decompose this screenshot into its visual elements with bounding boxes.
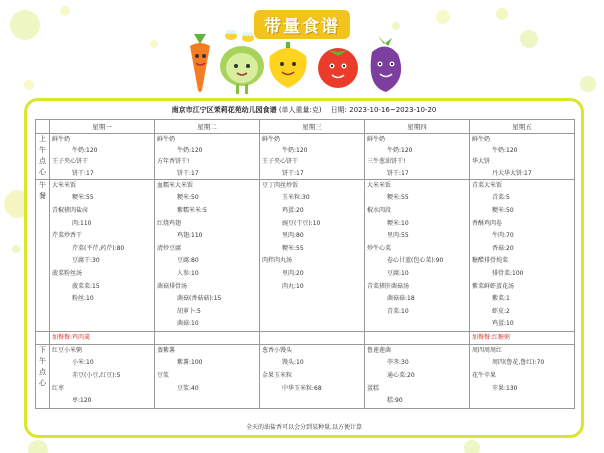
ingredient-line: 荸荠:30 (387, 359, 409, 367)
ingredient-line: 菌菇:10 (177, 320, 199, 328)
ingredient-line: 里肉:80 (282, 232, 304, 240)
dish-name: 豆丁肉丝炒饭 (262, 181, 299, 189)
menu-cell (50, 134, 155, 180)
menu-heading (27, 105, 581, 115)
ingredient-line: 粳米:55 (72, 194, 94, 202)
dish-name: 红豆小米粥 (52, 346, 83, 354)
ingredient-line: 里肉:20 (282, 269, 304, 277)
ingredient-line: 虾皮:2 (492, 307, 510, 315)
school-name: 南京市江宁区茉莉花苑幼儿园食谱 (171, 106, 277, 114)
day-header-row (36, 120, 575, 134)
section-label-char: 点 (39, 157, 46, 165)
ingredient-line: 粳米:55 (387, 194, 409, 202)
day-header: 星期四 (365, 120, 470, 134)
afternoon-snack-row (36, 344, 575, 408)
bee-icon (225, 30, 237, 40)
dish-name: 蒸紫薯 (157, 346, 176, 354)
menu-cell (50, 344, 155, 408)
day-header: 星期二 (155, 120, 260, 134)
ingredient-line: 牛奶:120 (72, 147, 98, 155)
special-meal-cell (470, 331, 575, 344)
dish-name: 王子夹心饼干 (52, 158, 89, 166)
ingredient-line (155, 395, 259, 408)
special-meal-cell (260, 331, 365, 344)
ingredient-line (260, 293, 364, 306)
ingredient-line: 苹果:130 (492, 384, 518, 392)
menu-cell (365, 134, 470, 180)
dish-name: 香酥鸡肉卷 (472, 219, 503, 227)
day-header: 星期五 (470, 120, 575, 134)
ingredient-line: 粳米:50 (492, 206, 514, 214)
dish-name: 血糯米大米饭 (157, 181, 194, 189)
ingredient-line (50, 306, 154, 319)
section-label (36, 344, 50, 408)
ingredient-line: 豆腐:10 (387, 269, 409, 277)
menu-cell (260, 179, 365, 331)
ingredient-line: 紫薯:100 (177, 359, 203, 367)
dish-name: 椒水肉段 (367, 206, 392, 214)
dish-name: 鲜牛奶 (157, 136, 176, 143)
ingredient-line: 饼干:17 (387, 169, 409, 177)
section-label-char: 午 (39, 146, 46, 154)
menu-frame (24, 98, 584, 438)
ingredient-line (50, 318, 154, 331)
special-meal-text (365, 332, 469, 344)
date-label: 日期: (330, 106, 347, 114)
menu-cell (50, 179, 155, 331)
day-header: 星期三 (260, 120, 365, 134)
special-meal-cell (155, 331, 260, 344)
ingredient-line: 人参:10 (177, 269, 199, 277)
vegetable-mascots (186, 30, 416, 98)
ingredient-line: 豆腐:80 (177, 257, 199, 265)
section-label (36, 331, 50, 344)
ingredient-line: 牛肉:70 (492, 232, 514, 240)
ingredient-line: 卷心甘蓝(包心菜):90 (387, 257, 444, 265)
ingredient-line: 牛奶:120 (387, 147, 413, 155)
ingredient-line: 排骨菜:100 (492, 269, 524, 277)
dish-name: 鲜牛奶 (367, 136, 386, 143)
ingredient-line: 香菇:20 (492, 244, 514, 252)
menu-cell (260, 134, 365, 180)
carrot-icon (190, 34, 210, 92)
dish-name: 青菜大米饭 (472, 181, 503, 189)
ingredient-line: 饼干:17 (72, 169, 94, 177)
ingredient-line: 粳米:10 (387, 219, 409, 227)
ingredient-line: 紫糯米米:5 (177, 206, 207, 214)
ingredient-line (260, 306, 364, 319)
dish-name: 蛋糕 (367, 384, 380, 392)
menu-cell (470, 134, 575, 180)
menu-table (35, 119, 575, 409)
ingredient-line: 豆腐干:30 (72, 257, 100, 265)
section-label (36, 179, 50, 331)
ingredient-line: 饼干:17 (282, 169, 304, 177)
menu-cell (470, 179, 575, 331)
section-label-char: 心 (39, 378, 46, 387)
special-meal-text (155, 332, 259, 344)
section-label-char: 心 (39, 168, 46, 176)
ingredient-line: 牛奶:120 (492, 147, 518, 155)
section-label-char: 下 (39, 345, 46, 354)
ingredient-line: 鸡翅:110 (177, 232, 203, 240)
dish-name: 肉拌肉丸汤 (262, 257, 293, 265)
ingredient-line: 通心菜:20 (387, 372, 415, 380)
cabbage-icon (220, 46, 264, 94)
dish-name: 金果玉米粒 (262, 372, 293, 380)
ingredient-line: 豌豆(干豆):10 (282, 219, 321, 227)
ingredient-line (260, 318, 364, 331)
ingredient-line: 糕:90 (387, 397, 403, 405)
special-meal-cell (50, 331, 155, 344)
ingredient-line (470, 395, 574, 408)
ingredient-line (365, 318, 469, 331)
dish-name: 红枣 (52, 384, 65, 392)
unit-note: (单人重量:克) (278, 106, 322, 114)
dish-name: 鲜牛奶 (262, 136, 281, 143)
section-label-char: 餐 (39, 191, 46, 200)
section-label-char: 上 (39, 135, 46, 143)
section-label-char: 午 (39, 180, 46, 189)
ingredient-line: 菠菜菜:15 (72, 282, 100, 290)
section-label-char: 午 (39, 356, 46, 365)
dish-name: 王子夹心饼干 (262, 158, 299, 166)
menu-cell (470, 344, 575, 408)
dish-name: 葱香小馒头 (262, 346, 293, 354)
dish-name: 华大饼 (472, 158, 491, 166)
dish-name: 清炒豆腐 (157, 244, 182, 252)
morning-snack-row (36, 134, 575, 180)
menu-cell (365, 344, 470, 408)
corner-cell (36, 120, 50, 134)
special-meal-text: 加餐餐:鸡肉羹 (52, 333, 91, 341)
special-meal-text (260, 332, 364, 344)
ingredient-line: 赤豆(小豆,红豆):5 (72, 372, 121, 380)
dish-name: 鲜牛奶 (472, 136, 491, 143)
dish-name: 糖醋排骨炖菜 (472, 257, 509, 265)
eggplant-icon (371, 36, 402, 92)
dish-name: 大米米饭 (52, 181, 77, 189)
tomato-icon (318, 48, 358, 88)
dish-name: 菌菇排骨汤 (157, 282, 188, 290)
pepper-icon (269, 42, 306, 88)
menu-cell (155, 134, 260, 180)
ingredient-line: 青菜:5 (492, 194, 510, 202)
dish-name: 鲁莲莲菌 (367, 346, 392, 354)
ingredient-line: 菌菇菇:18 (387, 295, 415, 303)
ingredient-line: 胡萝卜:5 (177, 307, 201, 315)
ingredient-line: 馒头:10 (282, 359, 304, 367)
dish-name: 紫菜鲜虾蛋花汤 (472, 282, 515, 290)
dish-name: 方年香饼干! (157, 158, 190, 166)
date-range: 2023-10-16~2023-10-20 (349, 106, 437, 114)
ingredient-line: 紫菜:1 (492, 295, 510, 303)
dish-name: 豆浆 (157, 372, 170, 380)
ingredient-line: 牛奶:120 (177, 147, 203, 155)
dish-name: 花牛苹果 (472, 372, 497, 380)
ingredient-line: 鸡蛋:20 (282, 206, 304, 214)
bee-icon-2 (242, 32, 254, 42)
dish-name: 青菜猪肝菌菇汤 (367, 282, 410, 290)
ingredient-line: 小米:10 (72, 359, 94, 367)
ingredient-line: 青菜:10 (387, 307, 409, 315)
ingredient-line (260, 395, 364, 408)
menu-cell (260, 344, 365, 408)
special-meal-text: 加餐餐:红糖粥 (472, 333, 511, 341)
section-label (36, 134, 50, 180)
dish-name: 菠菜粉丝汤 (52, 269, 83, 277)
day-header: 星期一 (50, 120, 155, 134)
menu-cell (365, 179, 470, 331)
dish-name: 大米米饭 (367, 181, 392, 189)
dish-name: 鲜牛奶 (52, 136, 71, 143)
ingredient-line: 玉米粒:30 (282, 194, 310, 202)
ingredient-line: 菌菇(香菇菇):15 (177, 295, 222, 303)
ingredient-line: 丹大华大饼:17 (492, 169, 532, 177)
dish-name: 三牛葱油饼干! (367, 158, 406, 166)
ingredient-line: 枣:120 (72, 397, 92, 405)
lunch-row (36, 179, 575, 331)
ingredient-line: 周四(鲁花,鲁红):70 (492, 359, 545, 367)
menu-cell (155, 344, 260, 408)
ingredient-line: 饼干:17 (177, 169, 199, 177)
page-title: 带量食谱 (254, 10, 350, 39)
ingredient-line: 豆浆:40 (177, 384, 199, 392)
ingredient-line: 中华玉米粒:68 (282, 384, 322, 392)
dish-name: 炒牛心菜 (367, 244, 392, 252)
dish-name: 红烧鸡翅 (157, 219, 182, 227)
special-meal-row (36, 331, 575, 344)
ingredient-line: 肉丸:10 (282, 282, 304, 290)
ingredient-line: 里肉:55 (387, 232, 409, 240)
ingredient-line: 粳米:55 (282, 244, 304, 252)
dish-name: 周四周周红 (472, 346, 503, 354)
special-meal-cell (365, 331, 470, 344)
dish-name: 青椒猪肉盐卤 (52, 206, 89, 214)
ingredient-line: 芹菜(平芹,药芹):80 (72, 244, 125, 252)
ingredient-line: 粉丝:10 (72, 295, 94, 303)
section-label-char: 点 (39, 367, 46, 376)
footer-note: 全天的油盐香可以会分到某种量,以方便计算 (246, 424, 362, 431)
ingredient-line: 肉:110 (72, 219, 92, 227)
menu-cell (155, 179, 260, 331)
ingredient-line: 鸡蛋:10 (492, 320, 514, 328)
ingredient-line: 粳米:50 (177, 194, 199, 202)
dish-name: 芹菜炒香干 (52, 232, 83, 240)
ingredient-line: 牛奶:120 (282, 147, 308, 155)
